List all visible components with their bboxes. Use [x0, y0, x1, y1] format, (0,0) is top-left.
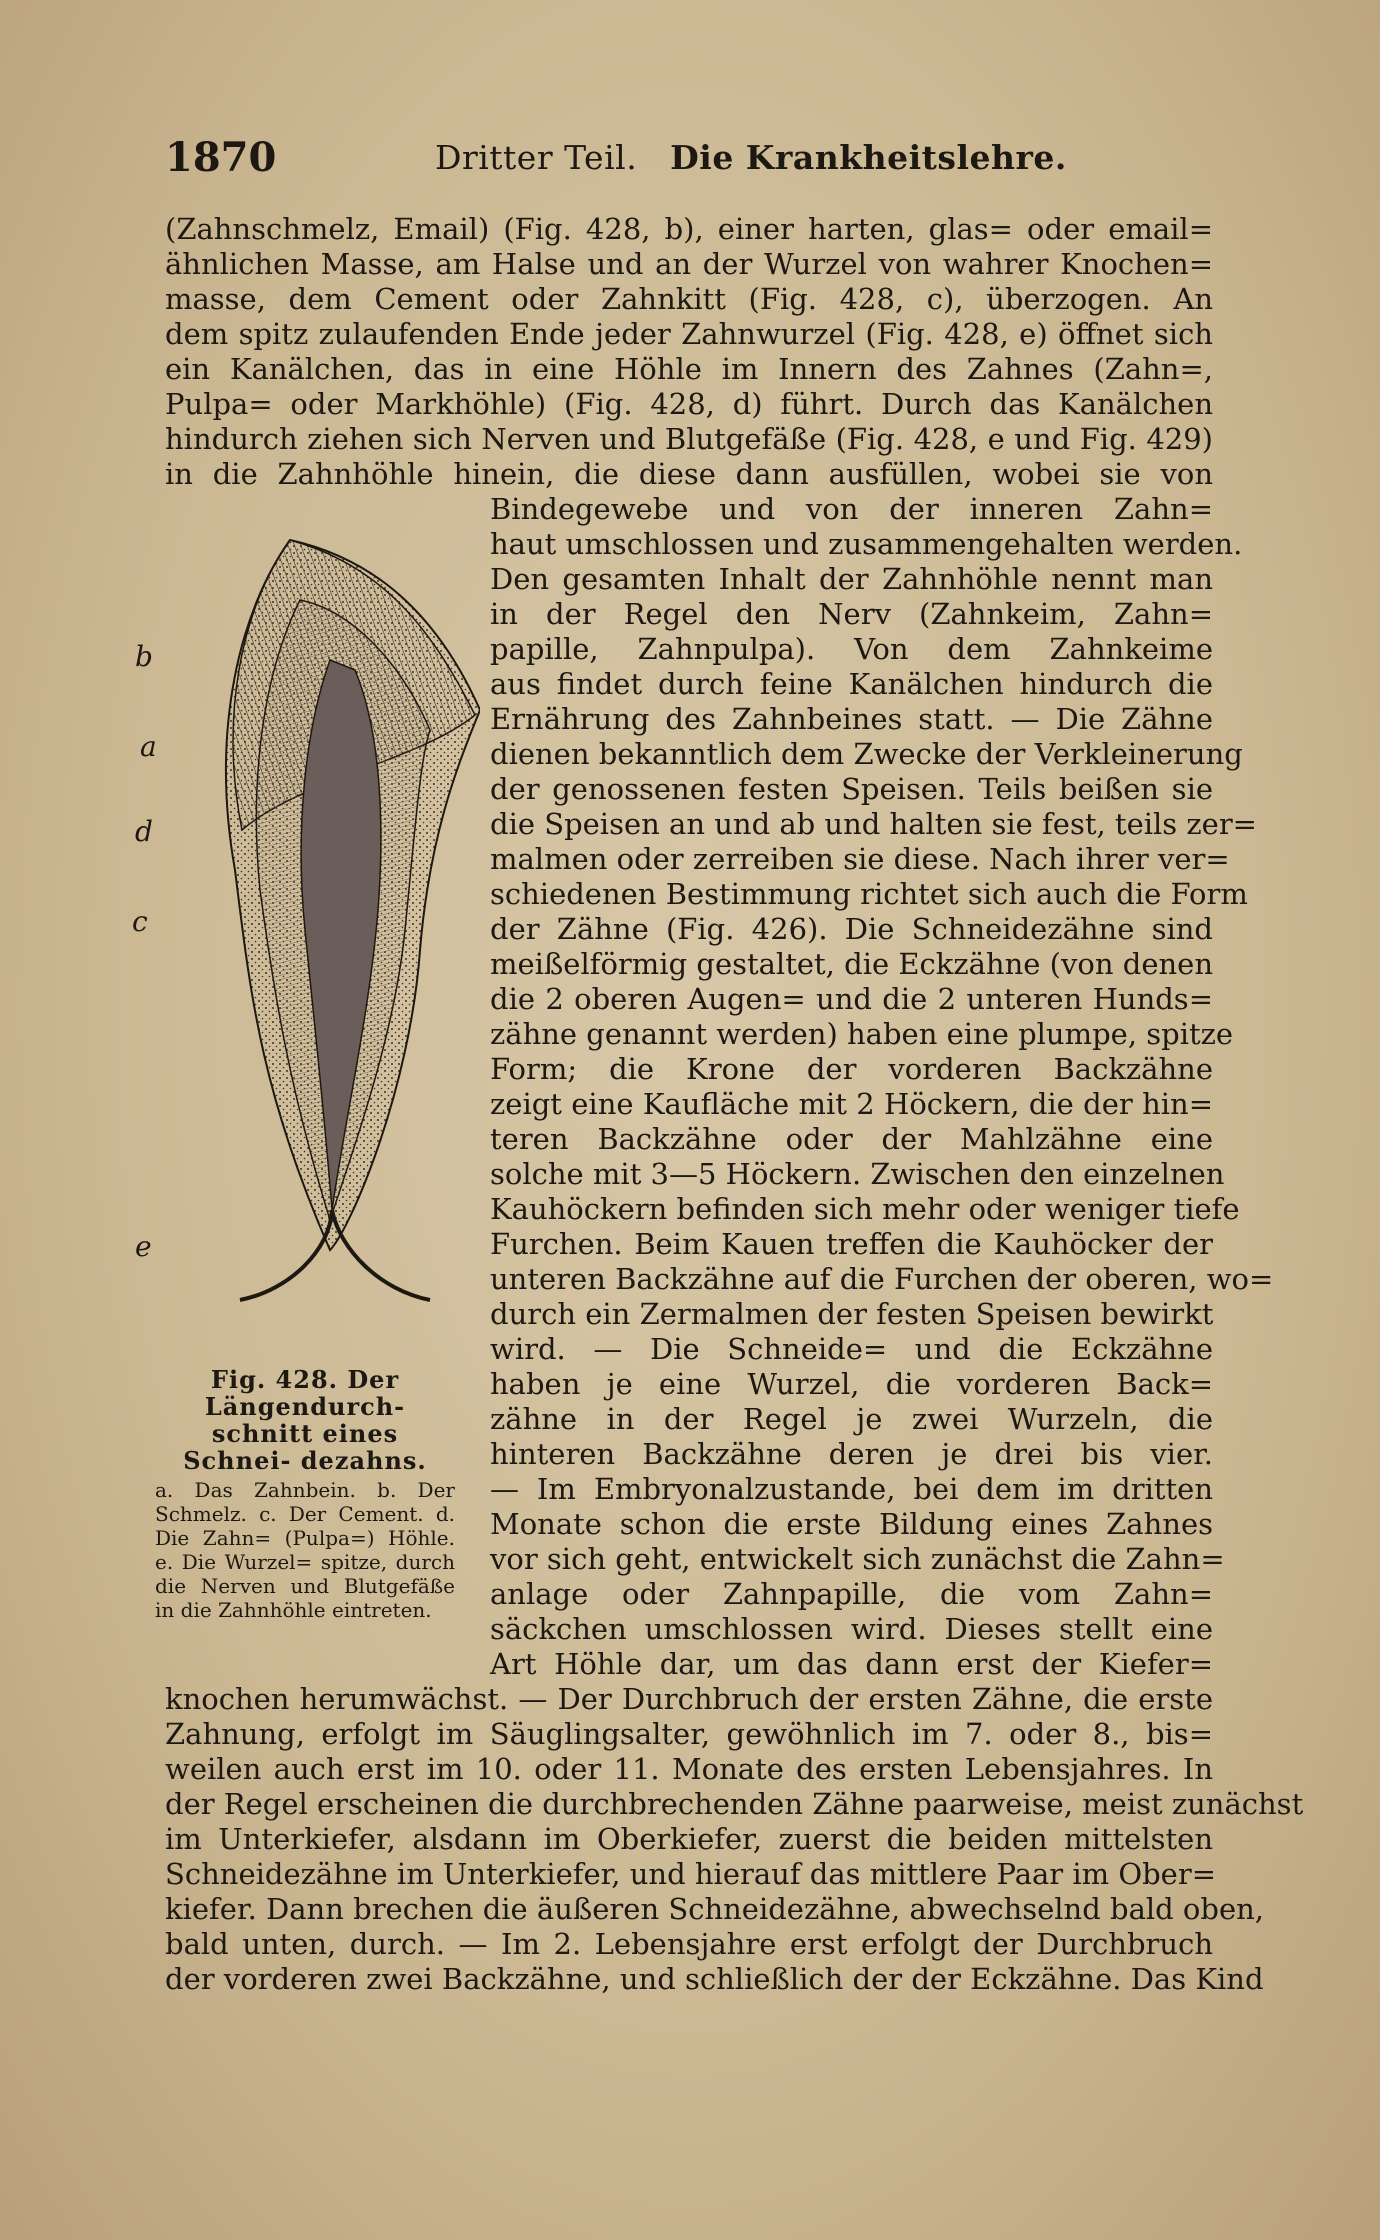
figure-caption-title: Fig. 428. Der Längendurch- schnitt eines Schnei- dezahns.: [183, 1365, 427, 1475]
page-header: [165, 128, 1215, 188]
text-line: ähnlichen Masse, am Halse und an der Wurzel von wahrer Knochen=: [165, 247, 1213, 281]
text-line: anlage oder Zahnpapille, die vom Zahn=: [490, 1577, 1213, 1611]
text-line: — Im Embryonalzustande, bei dem im dritten: [490, 1472, 1213, 1506]
text-line: in die Zahnhöhle hinein, die diese dann ausfüllen, wobei sie von: [165, 457, 1213, 491]
text-line: durch ein Zermalmen der festen Speisen bewirkt: [490, 1297, 1214, 1331]
text-line: hindurch ziehen sich Nerven und Blutgefäße (Fig. 428, e und Fig. 429): [165, 422, 1213, 456]
text-line: Kauhöckern befinden sich mehr oder weniger tiefe: [490, 1192, 1240, 1226]
text-line: der Regel erscheinen die durchbrechenden Zähne paarweise, meist zunächst: [165, 1787, 1304, 1821]
text-line: der genossenen festen Speisen. Teils beißen sie: [490, 772, 1213, 806]
tooth-cross-section-figure: [132, 530, 480, 1350]
text-line: der Zähne (Fig. 426). Die Schneidezähne sind: [490, 912, 1213, 946]
text-line: dienen bekanntlich dem Zwecke der Verkleinerung: [490, 737, 1243, 771]
text-line: zeigt eine Kaufläche mit 2 Höckern, die der hin=: [490, 1087, 1213, 1121]
text-line: säckchen umschlossen wird. Dieses stellt eine: [490, 1612, 1213, 1646]
label-a: a: [140, 730, 157, 763]
text-line: ein Kanälchen, das in eine Höhle im Innern des Zahnes (Zahn=,: [165, 352, 1213, 386]
text-line: masse, dem Cement oder Zahnkitt (Fig. 428, c), überzogen. An: [165, 282, 1213, 316]
text-line: malmen oder zerreiben sie diese. Nach ihrer ver=: [490, 842, 1230, 876]
text-line: kiefer. Dann brechen die äußeren Schneidezähne, abwechselnd bald oben,: [165, 1892, 1265, 1926]
text-line: aus findet durch feine Kanälchen hindurch die: [490, 667, 1213, 701]
text-line: teren Backzähne oder der Mahlzähne eine: [490, 1122, 1213, 1156]
text-line: hinteren Backzähne deren je drei bis vier.: [490, 1437, 1213, 1471]
label-e: e: [135, 1230, 152, 1263]
text-line: Zahnung, erfolgt im Säuglingsalter, gewöhnlich im 7. oder 8., bis=: [165, 1717, 1213, 1751]
text-line: Monate schon die erste Bildung eines Zahnes: [490, 1507, 1213, 1541]
text-line: weilen auch erst im 10. oder 11. Monate des ersten Lebensjahres. In: [165, 1752, 1213, 1786]
text-line: wird. — Die Schneide= und die Eckzähne: [490, 1332, 1213, 1366]
text-line: papille, Zahnpulpa). Von dem Zahnkeime: [490, 632, 1213, 666]
text-line: der vorderen zwei Backzähne, und schließlich der der Eckzähne. Das Kind: [165, 1962, 1264, 1996]
text-line: meißelförmig gestaltet, die Eckzähne (von denen: [490, 947, 1213, 981]
page-number: 1870: [165, 134, 277, 181]
text-line: haut umschlossen und zusammengehalten werden.: [490, 527, 1243, 561]
running-head-part: Dritter Teil.: [435, 138, 638, 177]
text-line: Den gesamten Inhalt der Zahnhöhle nennt man: [490, 562, 1213, 596]
text-line: die Speisen an und ab und halten sie fest, teils zer=: [490, 807, 1257, 841]
nerve-bundle: [240, 1210, 430, 1300]
text-line: Schneidezähne im Unterkiefer, und hierauf das mittlere Paar im Ober=: [165, 1857, 1217, 1891]
text-line: (Zahnschmelz, Email) (Fig. 428, b), einer harten, glas= oder email=: [165, 212, 1213, 246]
figure-caption: [155, 1366, 455, 1622]
text-line: Bindegewebe und von der inneren Zahn=: [490, 492, 1213, 526]
label-b: b: [135, 640, 153, 673]
text-line: Art Höhle dar, um das dann erst der Kiefer=: [490, 1647, 1213, 1681]
text-line: zähne genannt werden) haben eine plumpe, spitze: [490, 1017, 1234, 1051]
text-line: in der Regel den Nerv (Zahnkeim, Zahn=: [490, 597, 1213, 631]
text-line: Pulpa= oder Markhöhle) (Fig. 428, d) führt. Durch das Kanälchen: [165, 387, 1213, 421]
figure-caption-body: a. Das Zahnbein. b. Der Schmelz. c. Der Cement. d. Die Zahn= (Pulpa=) Höhle. e. Die Wurzel= spitze, durch die Nerven und Blutgefäße in die Zahnhöhle eintreten.: [155, 1478, 455, 1622]
label-d: d: [135, 815, 153, 848]
text-line: die 2 oberen Augen= und die 2 unteren Hunds=: [490, 982, 1213, 1016]
text-line: im Unterkiefer, alsdann im Oberkiefer, zuerst die beiden mittelsten: [165, 1822, 1213, 1856]
tooth-illustration: [180, 530, 480, 1350]
text-line: zähne in der Regel je zwei Wurzeln, die: [490, 1402, 1213, 1436]
text-line: haben je eine Wurzel, die vorderen Back=: [490, 1367, 1213, 1401]
text-line: schiedenen Bestimmung richtet sich auch die Form: [490, 877, 1248, 911]
running-head: [435, 138, 1067, 177]
text-line: Ernährung des Zahnbeines statt. — Die Zähne: [490, 702, 1213, 736]
text-line: Form; die Krone der vorderen Backzähne: [490, 1052, 1213, 1086]
text-line: solche mit 3—5 Höckern. Zwischen den einzelnen: [490, 1157, 1225, 1191]
text-line: bald unten, durch. — Im 2. Lebensjahre erst erfolgt der Durchbruch: [165, 1927, 1213, 1961]
text-line: unteren Backzähne auf die Furchen der oberen, wo=: [490, 1262, 1274, 1296]
text-line: Furchen. Beim Kauen treffen die Kauhöcker der: [490, 1227, 1213, 1261]
text-line: dem spitz zulaufenden Ende jeder Zahnwurzel (Fig. 428, e) öffnet sich: [165, 317, 1213, 351]
label-c: c: [132, 905, 148, 938]
running-head-chapter: Die Krankheitslehre.: [670, 138, 1067, 177]
text-line: knochen herumwächst. — Der Durchbruch der ersten Zähne, die erste: [165, 1682, 1213, 1716]
text-line: vor sich geht, entwickelt sich zunächst die Zahn=: [490, 1542, 1225, 1576]
